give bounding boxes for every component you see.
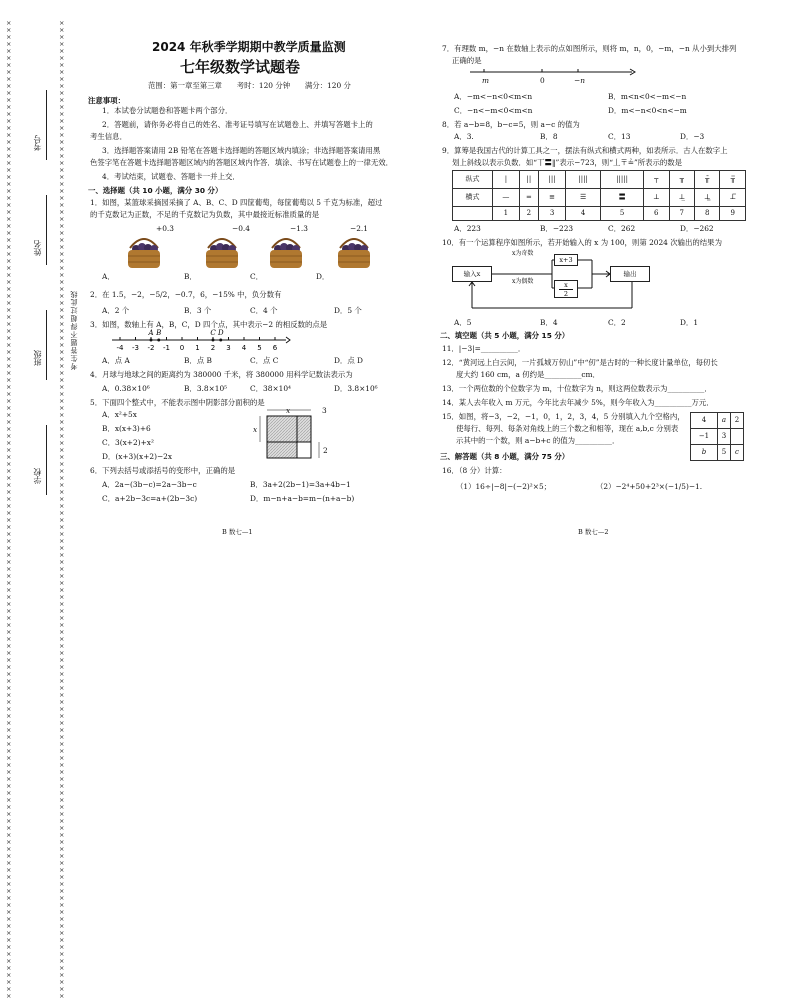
q15-stem-a: 15．如图，将−3，−2，−1，0，1，2，3，4，5 分别填入九个空格内，	[442, 412, 685, 421]
q1-label-b: −0.4	[232, 224, 250, 233]
q1-label-d: −2.1	[350, 224, 368, 233]
q4-option-c[interactable]: C．38×10⁴	[250, 384, 292, 393]
class-line	[46, 310, 47, 380]
q9-vert-7: ╥	[669, 171, 694, 189]
q9-vert-2: ||	[519, 171, 538, 189]
q16-part-2: （2）−2⁴+50+2³×(−1/5)−1.	[596, 482, 703, 491]
q7-mark-neg-n: −n	[574, 76, 585, 85]
q16-stem: 16．（8 分）计算：	[442, 466, 507, 475]
q9-vert-4: ||||	[566, 171, 601, 189]
q15-cell-3-2: 5	[717, 445, 730, 461]
q3-tick-label: -1	[163, 344, 170, 352]
q8-option-b[interactable]: B．8	[540, 132, 558, 141]
q5-stem: 5．下面四个整式中，不能表示图中阴影部分面积的是	[90, 398, 265, 407]
q1-grape-basket-d-icon	[330, 236, 378, 272]
q8-stem: 8．若 a−b=8，b−c=5，则 a−c 的值为	[442, 120, 580, 129]
q1-grape-basket-c-icon	[262, 236, 310, 272]
q3-option-d[interactable]: D．点 D	[334, 356, 363, 365]
q7-option-d[interactable]: D．m<−n<0<n<−m	[608, 106, 687, 115]
note-3a: 3．选择题答案请用 2B 铅笔在答题卡选择题的答题区域内填涂；非选择题答案请用黑	[102, 146, 381, 155]
exam-scope: 范围：第一章至第三章 考时：120 分钟 满分：120 分	[148, 81, 351, 90]
q4-stem: 4．月球与地球之间的距离约为 380000 千米，将 380000 用科学记数法表示为	[90, 370, 353, 379]
q5-option-a[interactable]: A．x²+5x	[102, 410, 137, 419]
q9-horiz-7: ⊥̲	[669, 189, 694, 207]
q3-tick-label: 2	[210, 344, 216, 352]
q15-cell-1-1: 4	[691, 413, 718, 429]
q9-num-7: 7	[669, 207, 694, 221]
q16-part-1: （1）16÷|−8|−(−2)²×5；	[456, 482, 552, 491]
q10-even-label: x为偶数	[512, 278, 534, 285]
q9-num-3: 3	[539, 207, 566, 221]
note-4: 4．考试结束，试题卷、答题卡一并上交．	[102, 172, 240, 181]
q9-vert-9: ╥̿	[720, 171, 746, 189]
footer-right-page: B 数七—2	[578, 528, 609, 536]
q6-option-b[interactable]: B．3a+2(2b−1)=3a+4b−1	[250, 480, 351, 489]
q1-grape-basket-b-icon	[198, 236, 246, 272]
q9-num-1: 1	[493, 207, 520, 221]
q9-option-b[interactable]: B．−223	[540, 224, 574, 233]
q10-odd-formula-box: x+3	[554, 254, 578, 266]
q9-row-label-vertical: 纵式	[453, 171, 493, 189]
q3-point-label-d: D	[217, 329, 224, 337]
school-line	[46, 425, 47, 495]
q15-cell-2-3	[730, 429, 743, 445]
q9-row-label-horizontal: 横式	[453, 189, 493, 207]
q9-horiz-8: ⊥̳	[694, 189, 719, 207]
q5-dim-top-3: 3	[322, 406, 327, 415]
footer-left-page: B 数七—1	[222, 528, 253, 536]
q9-option-c[interactable]: C．262	[608, 224, 636, 233]
q9-vert-6: ┬	[644, 171, 669, 189]
q3-point-c	[212, 339, 215, 342]
q7-mark-0: 0	[540, 76, 545, 85]
exam-subtitle: 七年级数学试题卷	[180, 58, 301, 76]
q9-num-6: 6	[644, 207, 669, 221]
q15-cell-2-1: −1	[691, 429, 718, 445]
q3-tick-label: 3	[226, 344, 231, 352]
q10-option-b[interactable]: B．4	[540, 318, 558, 327]
q2-option-d[interactable]: D．5 个	[334, 306, 362, 315]
q5-dim-top-x: x	[286, 406, 291, 415]
q3-point-label-a: A	[148, 329, 154, 337]
q10-option-c[interactable]: C．2	[608, 318, 626, 327]
q5-dim-left-x: x	[253, 425, 258, 434]
q3-tick-label: -2	[147, 344, 155, 352]
q3-point-b	[157, 339, 160, 342]
note-2b: 考生信息．	[90, 132, 127, 141]
q3-stem: 3．如图，数轴上有 A，B，C，D 四个点，其中表示−2 的相反数的点是	[90, 320, 328, 329]
q9-option-a[interactable]: A．223	[454, 224, 481, 233]
section-3-heading: 三、解答题（共 8 小题，满分 75 分）	[440, 452, 570, 461]
cut-line-marks: ××××××××××××××××××××××××××××××××××××××××××××××××××××××××××××××××××××××××××××××××××××××××××××××××××××××××××××××××××××××××××××××××××××××××××××	[6, 19, 11, 1000]
q1-stem-b: 的千克数记为正数，不足的千克数记为负数，其中最接近标准质量的是	[90, 210, 320, 219]
q9-horiz-5: 〓	[601, 189, 644, 207]
q6-option-a[interactable]: A．2a−(3b−c)=2a−3b−c	[102, 480, 197, 489]
q3-option-b[interactable]: B．点 B	[184, 356, 212, 365]
q2-option-a[interactable]: A．2 个	[102, 306, 130, 315]
q15-cell-1-3: 2	[730, 413, 743, 429]
q9-num-4: 4	[566, 207, 601, 221]
q2-option-c[interactable]: C．4 个	[250, 306, 278, 315]
q3-tick-label: 4	[241, 344, 247, 352]
q3-number-line	[110, 330, 290, 354]
q10-even-formula-box	[554, 280, 578, 298]
q7-option-a[interactable]: A．−m<−n<0<m<n	[454, 92, 533, 101]
seal-line-marks: ××××××××××××××××××××××××××××××××××××××××××××××××××××××××××××××××××××××××××××××××××××××××××××××××××××××××××××××××××××××××××××××××××××××××××××	[59, 19, 64, 1000]
q9-vert-1: |	[493, 171, 520, 189]
exam-number-label: 考号	[33, 135, 42, 151]
q3-option-a[interactable]: A．点 A	[102, 356, 130, 365]
q3-tick-label: -3	[132, 344, 139, 352]
q1-option-c[interactable]: C．	[250, 272, 264, 281]
q15-stem-b: 使每行、每列、每条对角线上的三个数之和相等，现在 a,b,c 分别表	[456, 424, 679, 433]
q15-cell-3-3: c	[730, 445, 743, 461]
q10-input-box: 输入x	[452, 266, 492, 282]
q4-option-b[interactable]: B．3.8×10⁵	[184, 384, 228, 393]
q1-label-a: +0.3	[156, 224, 174, 233]
note-3b: 色签字笔在答题卡选择题答题区域内的答题区域内作答．填涂、书写在试题卷上的一律无效．	[90, 158, 394, 167]
q10-output-box: 输出	[610, 266, 650, 282]
q7-option-b[interactable]: B．m<n<0<−m<−n	[608, 92, 687, 101]
q3-point-label-c: C	[210, 329, 216, 337]
no-answer-beyond-line-warning: 考生答题不得超过此线	[70, 290, 78, 370]
q14-stem: 14．某人去年收入 m 万元，今年比去年减少 5%，则今年收入为__________万元．	[442, 398, 714, 407]
q15-cell-2-2: 3	[717, 429, 730, 445]
q10-option-d[interactable]: D．1	[680, 318, 699, 327]
notes-heading: 注意事项：	[88, 96, 125, 105]
q1-stem-a: 1．如图，某篮球采摘园采摘了 A、B、C、D 四筐葡萄，每筐葡萄以 5 千克为标准，超过	[90, 198, 383, 207]
q7-mark-m: m	[482, 76, 490, 85]
class-label: 班级	[33, 350, 42, 366]
q3-point-d	[219, 339, 222, 342]
q10-stem: 10．有一个运算程序如图所示，若开始输入的 x 为 100，则第 2024 次输出的结果为	[442, 238, 722, 247]
q9-option-d[interactable]: D．−262	[680, 224, 714, 233]
exam-title: 2024 年秋季学期期中教学质量监测	[152, 40, 346, 54]
q5-dim-right-2: 2	[323, 446, 328, 455]
q3-tick-label: 1	[195, 344, 200, 352]
q9-num-2: 2	[519, 207, 538, 221]
school-label: 学校	[33, 468, 42, 484]
q4-option-a[interactable]: A．0.38×10⁶	[102, 384, 150, 393]
q11-stem: 11．|−3|=__________．	[442, 344, 526, 353]
q9-vert-3: |||	[539, 171, 566, 189]
q15-cell-1-2: a	[717, 413, 730, 429]
section-1-heading: 一、选择题（共 10 小题，满分 30 分）	[88, 186, 223, 195]
q9-vert-5: |||||	[601, 171, 644, 189]
q5-shaded-area-figure	[255, 406, 345, 466]
q4-option-d[interactable]: D．3.8×10⁶	[334, 384, 378, 393]
q7-stem-b: 正确的是	[452, 56, 482, 65]
q12-stem-b: 度大约 160 cm，a 仞约是__________cm．	[456, 370, 600, 379]
q3-tick-label: 6	[272, 344, 278, 352]
q7-stem-a: 7．有理数 m，−n 在数轴上表示的点如图所示，则将 m，n，0，−m，−n 从小到大排列	[442, 44, 737, 53]
q2-stem: 2．在 1.5，−2，−5/2，−0.7，6，−15% 中，负分数有	[90, 290, 282, 299]
q15-stem-c: 示其中的一个数，则 a−b+c 的值为__________．	[456, 436, 620, 445]
q13-stem: 13．一个两位数的个位数字为 m，十位数字为 n，则这两位数表示为__________．	[442, 384, 712, 393]
q9-stem-b: 划上斜线以表示负数．如“丅〓‖”表示−723，则“丄〒≟”所表示的数是	[452, 158, 683, 167]
note-2a: 2．答题前，请你务必将自己的姓名、准考证号填写在试题卷上、并填写答题卡上的	[102, 120, 373, 129]
q1-label-c: −1.3	[290, 224, 308, 233]
q3-option-c[interactable]: C．点 C	[250, 356, 279, 365]
q9-horiz-4: ☰	[566, 189, 601, 207]
q2-option-b[interactable]: B．3 个	[184, 306, 212, 315]
q3-point-a	[150, 339, 153, 342]
q9-horiz-1: —	[493, 189, 520, 207]
q5-option-b[interactable]: B．x(x+3)+6	[102, 424, 151, 433]
q12-stem-a: 12．“黄河远上白云间，一片孤城万仞山”中“仞”是古时的一种长度计量单位，每仞长	[442, 358, 718, 367]
q10-odd-label: x为奇数	[512, 250, 534, 257]
q15-cell-3-1: b	[691, 445, 718, 461]
q7-number-line	[468, 66, 638, 86]
q8-option-d[interactable]: D．−3	[680, 132, 705, 141]
q9-horiz-2: ═	[519, 189, 538, 207]
q1-grape-basket-a-icon	[120, 236, 168, 272]
q3-point-label-b: B	[156, 329, 162, 337]
q9-stem-a: 9．算筹是我国古代的计算工具之一，摆法有纵式和横式两种，如表所示．古人在数字上	[442, 146, 728, 155]
exam-number-line	[46, 90, 47, 160]
binding-strip	[0, 0, 84, 1000]
q9-horiz-9: ⊥̿	[720, 189, 746, 207]
q7-option-c[interactable]: C．−n<−m<0<m<n	[454, 106, 533, 115]
q1-option-b[interactable]: B．	[184, 272, 197, 281]
q9-vert-8: ╥̄	[694, 171, 719, 189]
q10-even-denominator: 2	[563, 290, 569, 298]
q9-num-5: 5	[601, 207, 644, 221]
q9-horiz-3: ≡	[539, 189, 566, 207]
q10-option-a[interactable]: A．5	[454, 318, 472, 327]
q8-option-c[interactable]: C．13	[608, 132, 631, 141]
q1-option-d[interactable]: D．	[316, 272, 330, 281]
q3-tick-label: 0	[179, 344, 185, 352]
q5-option-d[interactable]: D．(x+3)(x+2)−2x	[102, 452, 173, 461]
q8-option-a[interactable]: A．3.	[454, 132, 474, 141]
q9-num-9: 9	[720, 207, 746, 221]
q6-option-d[interactable]: D．m−n+a−b=m−(n+a−b)	[250, 494, 355, 503]
name-line	[46, 195, 47, 265]
q9-horiz-6: ⊥	[644, 189, 669, 207]
q6-stem: 6．下列去括号或添括号的变形中，正确的是	[90, 466, 236, 475]
q10-even-numerator: x	[559, 281, 573, 290]
q9-counting-rod-table	[452, 170, 746, 221]
q1-option-a[interactable]: A．	[102, 272, 115, 281]
q3-tick-label: 5	[257, 344, 262, 352]
q9-num-8: 8	[694, 207, 719, 221]
section-2-heading: 二、填空题（共 5 小题，满分 15 分）	[440, 331, 570, 340]
name-label: 姓名	[33, 240, 42, 256]
q15-magic-square	[690, 412, 744, 461]
q5-option-c[interactable]: C．3(x+2)+x²	[102, 438, 154, 447]
q6-option-c[interactable]: C．a+2b−3c=a+(2b−3c)	[102, 494, 198, 503]
q3-tick-label: -4	[116, 344, 124, 352]
note-1: 1．本试卷分试题卷和答题卡两个部分．	[102, 106, 233, 115]
